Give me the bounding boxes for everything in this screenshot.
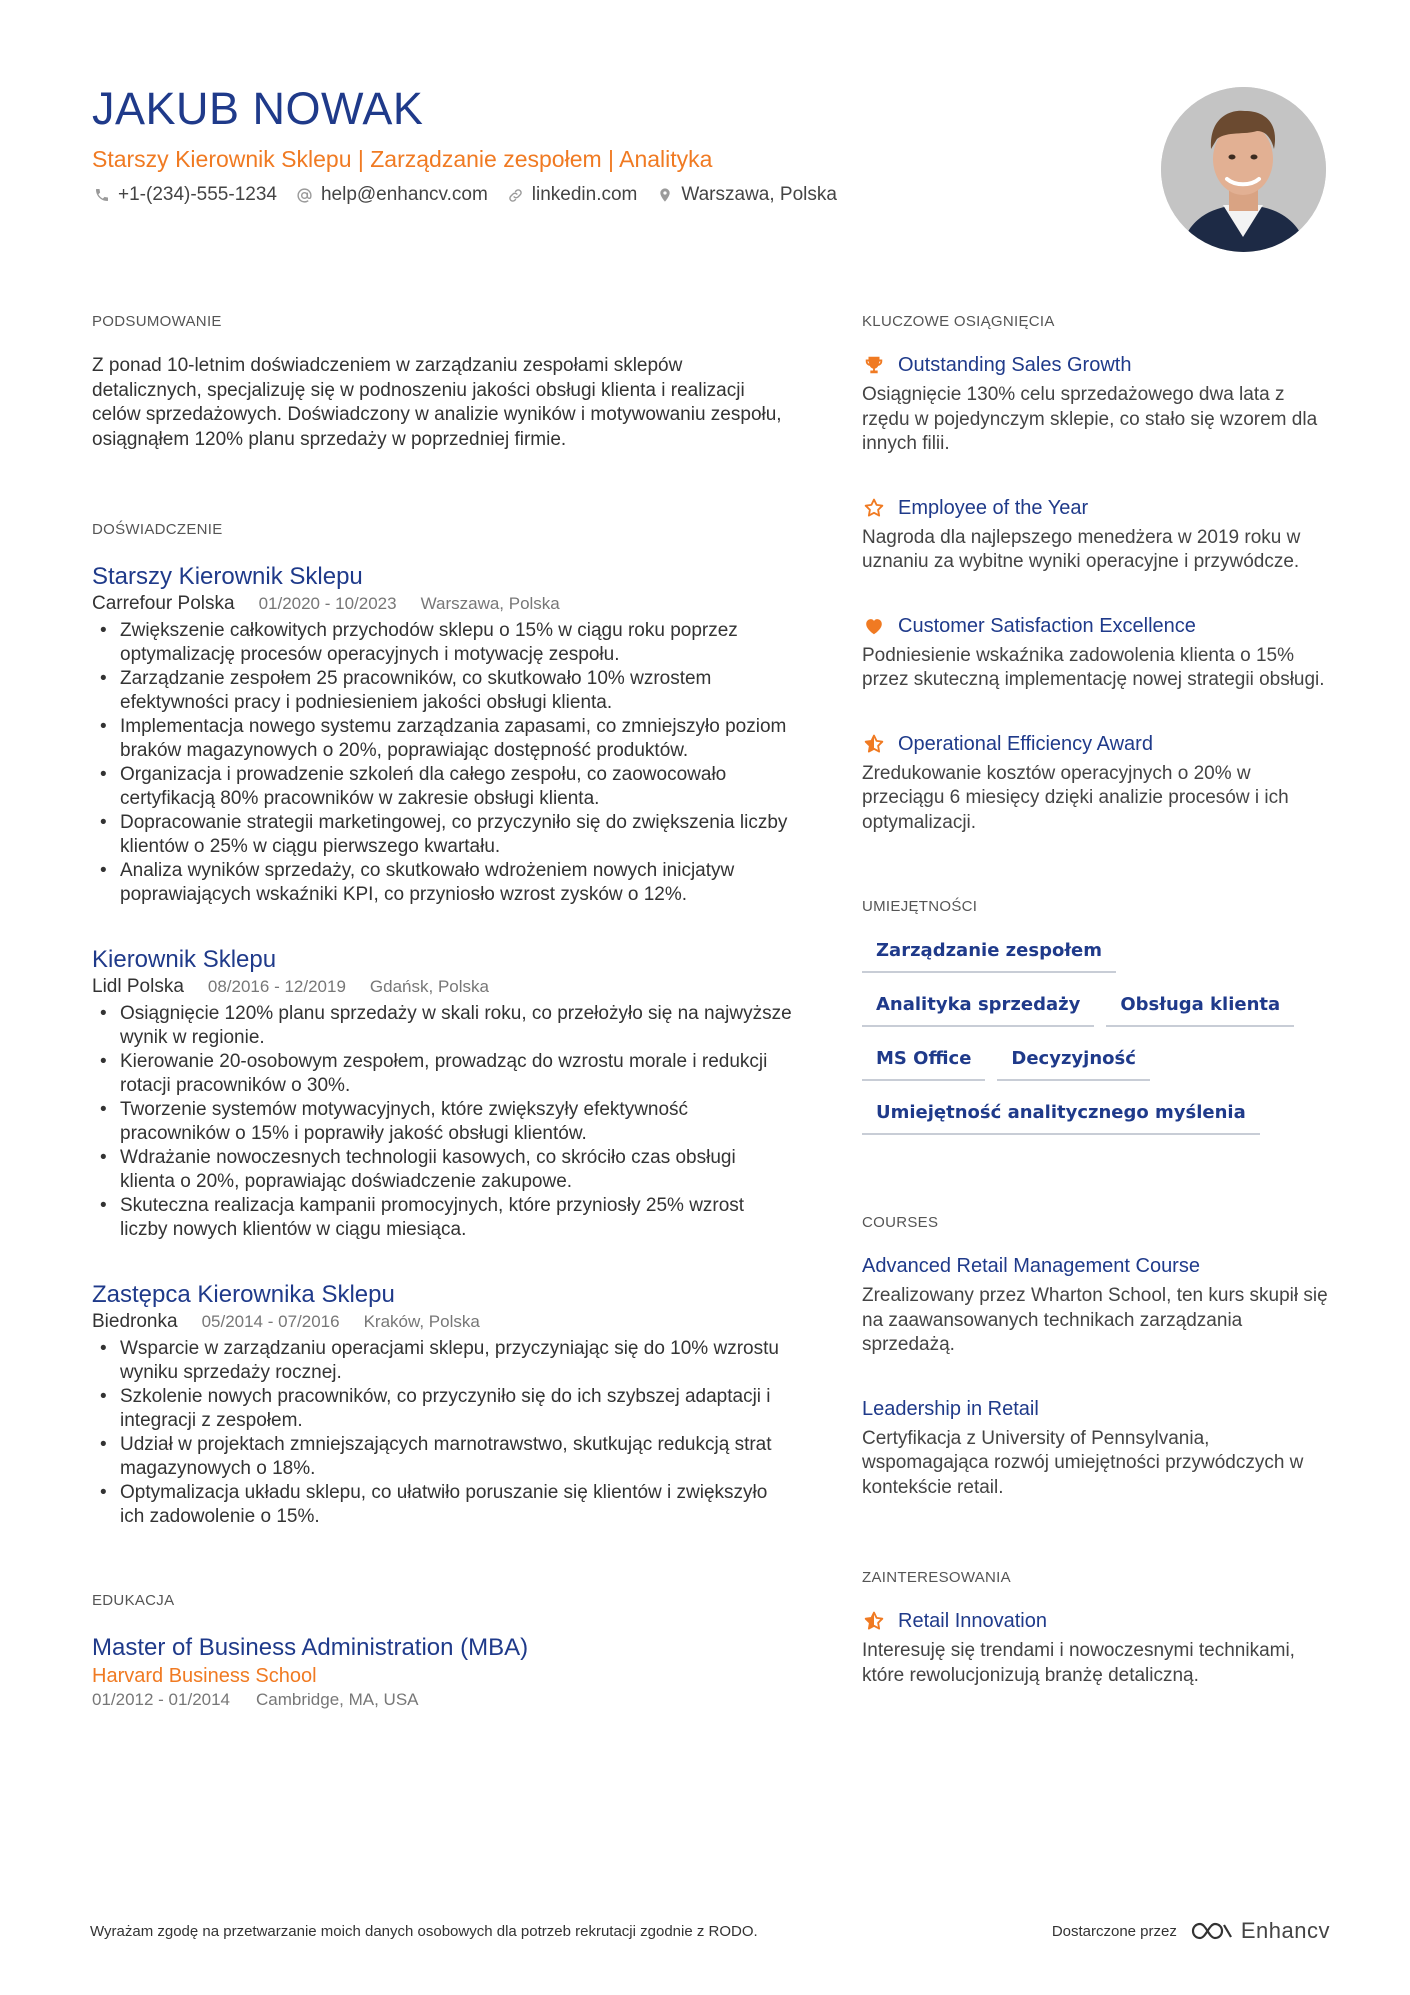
experience-heading: DOŚWIADCZENIE: [92, 521, 223, 538]
job-meta: [92, 592, 792, 616]
skill-tag: Obsługa klienta: [1106, 987, 1294, 1027]
interests-heading: ZAINTERESOWANIA: [862, 1569, 1011, 1586]
contact-location: [655, 184, 837, 206]
skill-tag: MS Office: [862, 1041, 985, 1081]
skill-tag: Zarządzanie zespołem: [862, 933, 1116, 973]
achievement-title: Outstanding Sales Growth: [898, 354, 1132, 376]
job-bullet: • Osiągnięcie 120% planu sprzedaży w skali roku, co przełożyło się na najwyższe wynik w regionie.: [92, 1002, 792, 1050]
page-footer: [90, 1918, 1330, 1944]
candidate-headline: Starszy Kierownik Sklepu | Zarządzanie zespołem | Analityka: [92, 146, 713, 172]
education-heading: EDUKACJA: [92, 1592, 175, 1609]
job-bullet: • Kierowanie 20-osobowym zespołem, prowadząc do wzrostu morale i redukcji rotacji pracowników o 30%.: [92, 1050, 792, 1098]
link-icon: [506, 185, 526, 205]
job-entry: [92, 1280, 792, 1529]
courses-section: [862, 1213, 1332, 1500]
contact-linkedin: [506, 184, 638, 206]
skill-tag: Umiejętność analitycznego myślenia: [862, 1095, 1260, 1135]
heart-icon: [862, 614, 886, 638]
skills-list: [862, 933, 1332, 1135]
job-dates: 01/2020 - 10/2023: [258, 594, 397, 613]
job-bullet: • Zwiększenie całkowitych przychodów sklepu o 15% w ciągu roku poprzez optymalizację procesów operacyjnych i motywację zespołu.: [92, 619, 792, 667]
job-bullet: • Wsparcie w zarządzaniu operacjami sklepu, przyczyniając się do 10% wzrostu wyniku sprzedaży rocznej.: [92, 1337, 792, 1385]
job-bullet: • Optymalizacja układu sklepu, co ułatwiło poruszanie się klientów i zwiększyło ich zadowolenie o 15%.: [92, 1481, 792, 1529]
location-text: Warszawa, Polska: [681, 184, 837, 205]
job-bullet: • Analiza wyników sprzedaży, co skutkowało wdrożeniem nowych inicjatyw poprawiających wskaźniki KPI, co przyniosło wzrost zysków o 12%.: [92, 859, 792, 907]
job-meta: [92, 975, 792, 999]
achievement-item: [862, 731, 1332, 836]
job-location: Kraków, Polska: [363, 1312, 480, 1331]
job-bullet: • Implementacja nowego systemu zarządzania zapasami, co zmniejszyło poziom braków magazynowych o 20%, poprawiając dostępność produktów.: [92, 715, 792, 763]
course-title: Leadership in Retail: [862, 1397, 1039, 1420]
job-entry: [92, 562, 792, 907]
job-location: Gdańsk, Polska: [369, 977, 489, 996]
phone-icon: [92, 185, 112, 205]
course-desc: Certyfikacja z University of Pennsylvania, wspomagająca rozwój umiejętności przywódczych w kontekście retail.: [862, 1427, 1304, 1498]
achievement-title: Operational Efficiency Award: [898, 732, 1153, 755]
skill-tag: Decyzyjność: [997, 1041, 1150, 1081]
course-title: Advanced Retail Management Course: [862, 1255, 1200, 1277]
interest-item: [862, 1608, 1332, 1688]
achievement-desc: Nagroda dla najlepszego menedżera w 2019 roku w uznaniu za wybitne wyniki operacyjne i przywódcze.: [862, 526, 1301, 572]
summary-text: Z ponad 10-letnim doświadczeniem w zarządzaniu zespołami sklepów detalicznych, specjalizuję się w podnoszeniu jakości obsługi klienta i realizacji celów sprzedażowych. Doświadczony w analizie wyników i motywowaniu zespołu, osiągnąłem 120% planu sprzedaży w poprzedniej firmie.: [92, 355, 782, 450]
email-text[interactable]: help@enhancv.com: [320, 184, 488, 205]
achievement-item: [862, 352, 1332, 457]
achievement-desc: Osiągnięcie 130% celu sprzedażowego dwa lata z rzędu w pojedynczym sklepie, co stało się wzorem dla innych filii.: [862, 384, 1318, 454]
achievement-title: Customer Satisfaction Excellence: [898, 614, 1196, 637]
achievement-item: [862, 613, 1332, 693]
job-bullet: • Dopracowanie strategii marketingowej, co przyczyniło się do zwiększenia liczby klientów o 25% w ciągu pierwszego kwartału.: [92, 811, 792, 859]
job-bullet: • Szkolenie nowych pracowników, co przyczyniło się do ich szybszej adaptacji i integracji z zespołem.: [92, 1385, 792, 1433]
job-bullet: • Organizacja i prowadzenie szkoleń dla całego zespołu, co zaowocowało certyfikacją 80% pracowników w zakresie obsługi klienta.: [92, 763, 792, 811]
contact-bar: [92, 184, 1092, 206]
summary-section: [92, 312, 792, 452]
enhancv-logo[interactable]: [1189, 1918, 1330, 1944]
at-icon: [295, 185, 315, 205]
job-company: Carrefour Polska: [92, 593, 235, 614]
education-meta: [92, 1689, 792, 1711]
powered-by: [1052, 1918, 1330, 1944]
gdpr-consent: Wyrażam zgodę na przetwarzanie moich danych osobowych dla potrzeb rekrutacji zgodnie z RODO.: [90, 1922, 758, 1940]
phone-text[interactable]: +1-(234)-555-1234: [118, 184, 277, 205]
education-dates: 01/2012 - 01/2014: [92, 1690, 231, 1709]
powered-by-label: Dostarczone przez: [1051, 1922, 1177, 1940]
interest-title: Retail Innovation: [898, 1610, 1047, 1632]
star-outline-icon: [862, 496, 886, 520]
interest-desc: Interesuję się trendami i nowoczesnymi technikami, które rewolucjonizują branżę detaliczną.: [862, 1640, 1295, 1686]
job-bullet: • Skuteczna realizacja kampanii promocyjnych, które przyniosły 25% wzrost liczby nowych klientów w ciągu miesiąca.: [92, 1194, 792, 1242]
job-bullet: • Tworzenie systemów motywacyjnych, które zwiększyły efektywność pracowników o 15% i poprawiły jakość obsługi klientów.: [92, 1098, 792, 1146]
brand-name: Enhancv: [1240, 1918, 1330, 1943]
job-location: Warszawa, Polska: [420, 594, 560, 613]
skills-section: [862, 897, 1332, 1135]
experience-section: [92, 520, 792, 1529]
skills-heading: UMIEJĘTNOŚCI: [862, 898, 978, 915]
achievement-item: [862, 495, 1332, 575]
enhancv-logo-icon: [1189, 1919, 1235, 1943]
course-desc: Zrealizowany przez Wharton School, ten kurs skupił się na zaawansowanych technikach zarządzania sprzedażą.: [862, 1285, 1328, 1355]
interests-section: [862, 1568, 1332, 1688]
education-location: Cambridge, MA, USA: [256, 1690, 419, 1709]
job-title: Zastępca Kierownika Sklepu: [92, 1281, 395, 1308]
education-degree: Master of Business Administration (MBA): [92, 1634, 529, 1661]
job-dates: 05/2014 - 07/2016: [201, 1312, 340, 1331]
trophy-icon: [862, 353, 886, 377]
achievements-heading: KLUCZOWE OSIĄGNIĘCIA: [862, 313, 1055, 330]
course-item: [862, 1396, 1332, 1501]
star-half-icon: [862, 1609, 886, 1633]
location-pin-icon: [655, 185, 675, 205]
contact-phone: [92, 184, 277, 206]
job-title: Starszy Kierownik Sklepu: [92, 563, 363, 590]
profile-photo: [1161, 87, 1326, 252]
job-bullet: • Zarządzanie zespołem 25 pracowników, co skutkowało 10% wzrostem efektywności pracy i podniesieniem jakości obsługi klienta.: [92, 667, 792, 715]
education-school: Harvard Business School: [92, 1665, 317, 1687]
job-bullets: [92, 1002, 792, 1242]
job-bullet: • Wdrażanie nowoczesnych technologii kasowych, co skróciło czas obsługi klienta o 20%, poprawiając doświadczenie zakupowe.: [92, 1146, 792, 1194]
summary-heading: PODSUMOWANIE: [92, 313, 222, 330]
job-entry: [92, 945, 792, 1242]
course-item: [862, 1253, 1332, 1358]
job-company: Biedronka: [92, 1311, 178, 1332]
job-dates: 08/2016 - 12/2019: [207, 977, 346, 996]
star-half-icon: [862, 732, 886, 756]
left-column: [92, 312, 792, 1711]
job-bullet: • Udział w projektach zmniejszających marnotrawstwo, skutkując redukcją strat magazynowych o 18%.: [92, 1433, 792, 1481]
job-title: Kierownik Sklepu: [92, 946, 277, 973]
contact-email: [295, 184, 488, 206]
achievements-section: [862, 312, 1332, 835]
achievement-title: Employee of the Year: [898, 496, 1089, 519]
candidate-name: JAKUB NOWAK: [92, 83, 424, 134]
job-bullets: [92, 1337, 792, 1529]
education-section: [92, 1591, 792, 1711]
courses-heading: COURSES: [862, 1214, 939, 1231]
achievement-desc: Zredukowanie kosztów operacyjnych o 20% w przeciągu 6 miesięcy dzięki analizie procesów i ich optymalizacji.: [862, 762, 1289, 833]
linkedin-text[interactable]: linkedin.com: [531, 184, 638, 205]
job-bullets: [92, 619, 792, 907]
job-company: Lidl Polska: [92, 976, 184, 997]
job-meta: [92, 1310, 792, 1334]
skill-tag: Analityka sprzedaży: [862, 987, 1094, 1027]
resume-header: [92, 82, 1092, 206]
right-column: [862, 312, 1332, 1688]
achievement-desc: Podniesienie wskaźnika zadowolenia klienta o 15% przez skuteczną implementację nowej strategii obsługi.: [862, 644, 1325, 690]
